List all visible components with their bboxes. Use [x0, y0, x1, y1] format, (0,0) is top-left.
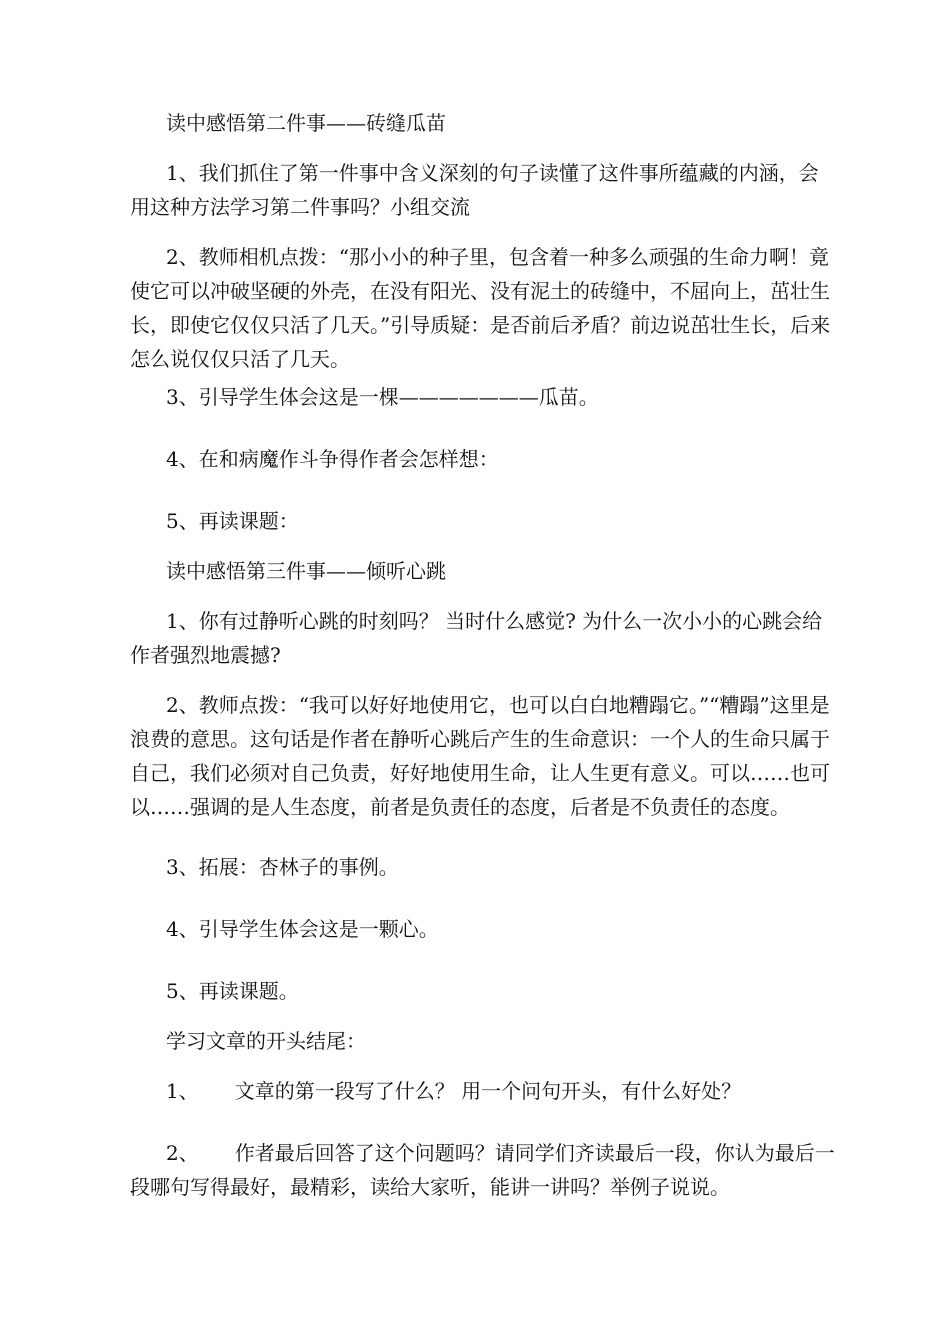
section-heading-third-event: 读中感悟第三件事——倾听心跳 [166, 559, 446, 583]
paragraph-third-event-item-2: 2、教师点拨：“我可以好好地使用它，也可以白白地糟蹋它。”“糟蹋”这里是浪费的意思。这句话是作者在静听心跳后产生的生命意识：一个人的生命只属于自己，我们必须对自己负责，好好地使用生命，让人生更有意义。可以……也可以……强调的是人生态度，前者是负责任的态度，后者是不负责任的态度。 [130, 693, 830, 819]
paragraph-third-event-item-1: 1、你有过静听心跳的时刻吗？ 当时什么感觉? 为什么一次小小的心跳会给作者强烈地震撼? [130, 609, 823, 667]
paragraph-second-event-item-4: 4、在和病魔作斗争得作者会怎样想： [166, 447, 499, 471]
paragraph-third-event-item-4: 4、引导学生体会这是一颗心。 [166, 917, 439, 941]
list-item-number: 1、 [166, 1079, 199, 1103]
paragraph-second-event-item-2: 2、教师相机点拨：“那小小的种子里，包含着一种多么顽强的生命力啊！竟使它可以冲破坚硬的外壳，在没有阳光、没有泥土的砖缝中，不屈向上，茁壮生长，即使它仅仅只活了几天。”引导质疑：是否前后矛盾？前边说茁壮生长，后来怎么说仅仅只活了几天。 [130, 245, 831, 371]
list-item-ending [130, 1136, 835, 1204]
list-item-text: 作者最后回答了这个问题吗？请同学们齐读最后一段，你认为最后一段哪句写得最好，最精彩，读给大家听，能讲一讲吗？举例子说说。 [130, 1141, 835, 1199]
section-heading-second-event: 读中感悟第二件事——砖缝瓜苗 [166, 111, 446, 135]
list-item-number: 2、 [166, 1141, 199, 1165]
paragraph-second-event-item-1: 1、我们抓住了第一件事中含义深刻的句子读懂了这件事所蕴藏的内涵，会用这种方法学习第二件事吗？小组交流 [130, 161, 819, 219]
list-item-opening [130, 1074, 835, 1108]
paragraph-second-event-item-5: 5、再读课题： [166, 509, 299, 533]
paragraph-third-event-item-3: 3、拓展：杏林子的事例。 [166, 855, 399, 879]
paragraph-third-event-item-5: 5、再读课题。 [166, 979, 299, 1003]
paragraph-second-event-item-3: 3、引导学生体会这是一棵———————瓜苗。 [166, 385, 599, 409]
section-heading-opening-ending: 学习文章的开头结尾： [166, 1029, 366, 1053]
list-item-text: 文章的第一段写了什么？ 用一个问句开头，有什么好处？ [234, 1079, 742, 1103]
